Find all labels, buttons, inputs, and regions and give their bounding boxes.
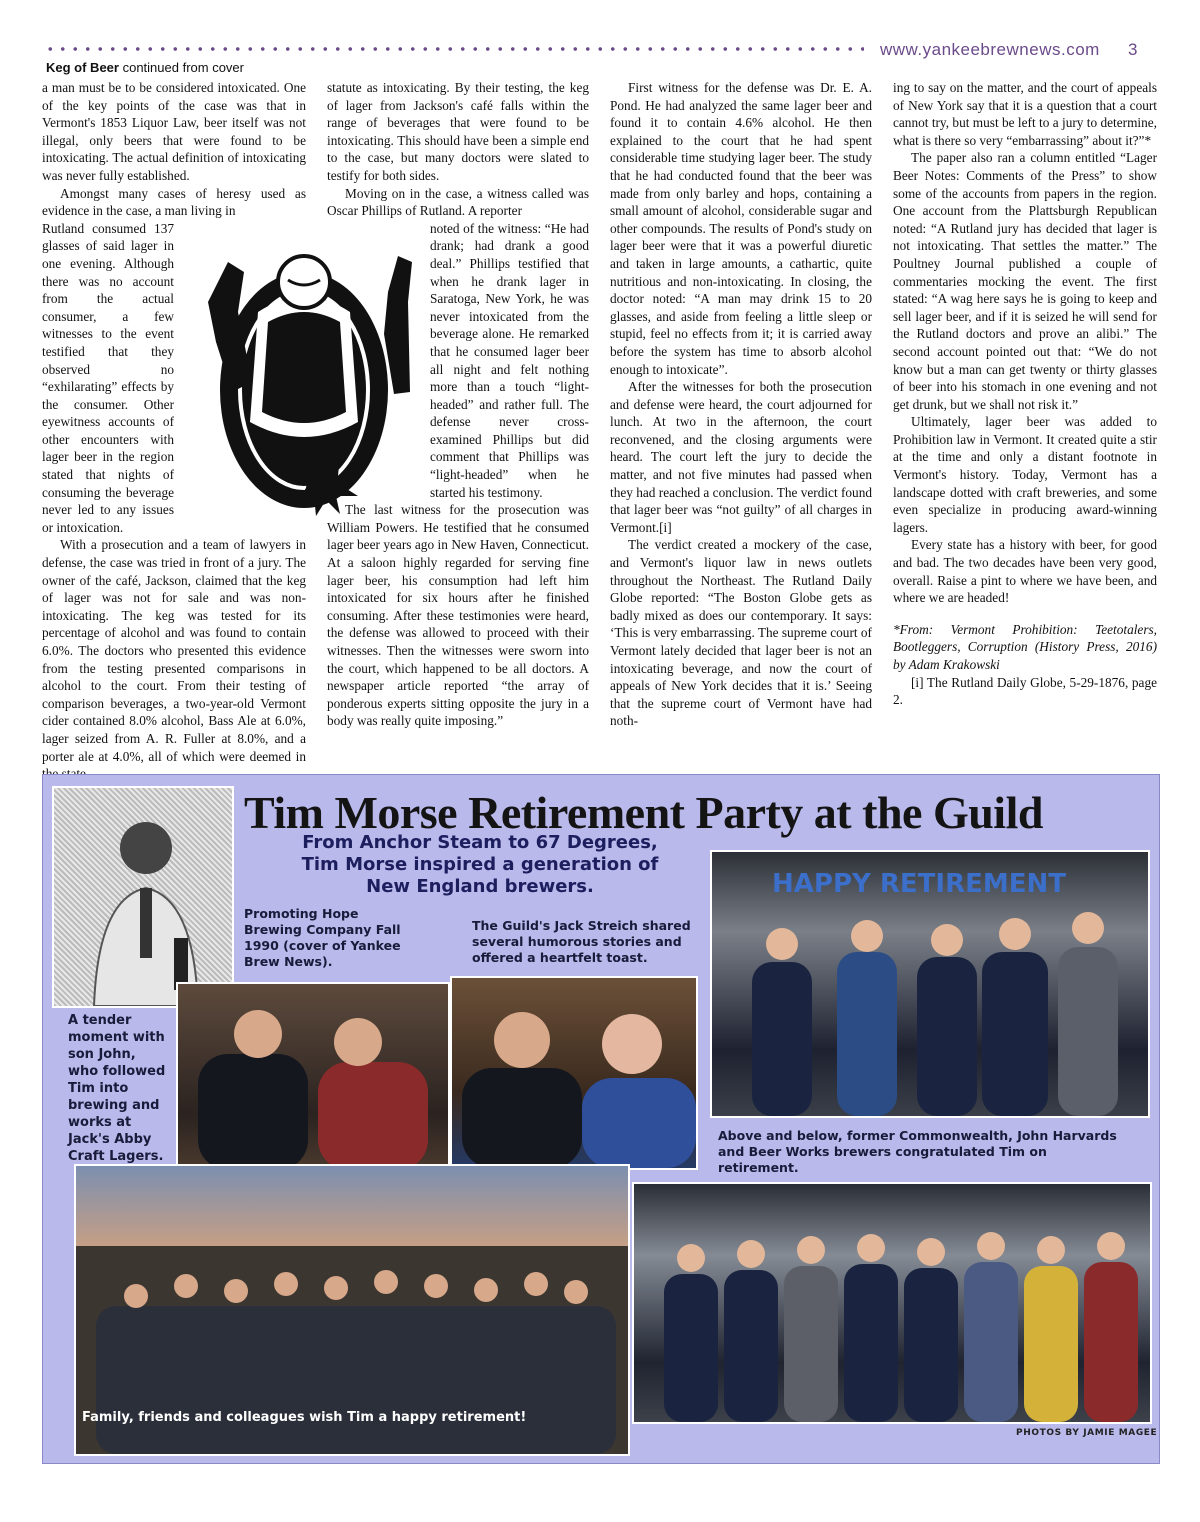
continued-line — [46, 60, 244, 75]
article-column-4 — [893, 79, 1157, 709]
photo-tim-1990 — [52, 786, 234, 1008]
paragraph: noted of the witness: “He had drank; had drank a good deal.” Phillips testified that when he drank lager in Saratoga, New York, he was never intoxicated from the beverage alone. He remarked that he consumed lager beer all night and felt nothing more than a touch “light-headed” and rather full. The defense never cross-examined Phillips but did comment that Phillips was “light-headed” when he started his testimony. — [430, 220, 589, 500]
caption-tender-moment: A tender moment with son John, who followed Tim into brewing and works at Jack's Abby Craft Lagers. — [68, 1013, 166, 1164]
photo-brewers-bottom — [632, 1182, 1152, 1424]
paragraph: The verdict created a mockery of the case, and Vermont's liquor law in news outlets throughout the Northeast. The Rutland Daily Globe reported: “The Boston Globe gets as badly mixed as does our contemporary. It says: ‘This is very embarrassing. The supreme court of Vermont lately decided that lager beer is not an intoxicating beverage, and now the court of appeals of New York decides that it is.’ Seeing that the supreme court of Vermont have had noth- — [610, 537, 872, 729]
continued-title: Keg of Beer — [46, 60, 119, 75]
footnote-source: *From: Vermont Prohibition: Teetotalers, Bootleggers, Corruption (History Press, 2016) by Adam Krakowski — [893, 621, 1157, 672]
paragraph: ing to say on the matter, and the court of appeals of New York say that it is a question that a court cannot try, but must be left to a jury to determine, what is there so very “embarrassing” about it?”* — [893, 80, 1157, 148]
photo-tim-and-son — [176, 982, 450, 1172]
paragraph: After the witnesses for both the prosecution and defense were heard, the court adjourned for lunch. At two in the afternoon, the court reconvened, and the closing arguments were heard. The court left the jury to decide the matter, and not five minutes had passed when they had reached a conclusion. The verdict found that lager beer was “not guilty” of all charges in Vermont.[i] — [610, 379, 872, 535]
article-column-1 — [42, 79, 306, 783]
feature-subtitle: From Anchor Steam to 67 Degrees, Tim Morse inspired a generation of New England brewers. — [301, 832, 659, 897]
paragraph: Amongst many cases of heresy used as evidence in the case, a man living in — [42, 185, 306, 219]
header-dot-rule — [44, 44, 864, 54]
paragraph: Ultimately, lager beer was added to Prohibition law in Vermont. It created quite a stir at the time and only a distant footnote in Vermont's history. Today, Vermont has a landscape dotted with craft breweries, and some even specialize in producing award-winning lagers. — [893, 414, 1157, 535]
continued-text: continued from cover — [122, 60, 244, 75]
paragraph: The last witness for the prosecution was William Powers. He testified that he consumed lager beer years ago in New Haven, Connecticut. At a saloon highly regarded for serving fine lager beer, his consumption had left him intoxicated for six hours after he finished consuming. After these testimonies were heard, the defense was allowed to proceed with their witnesses. Then the witnesses were sworn into the court, which happened to be all doctors. A newspaper article reported “the array of ponderous experts sitting opposite the jury in a body was really quite imposing.” — [327, 502, 589, 729]
photo-brewers-top — [710, 850, 1150, 1118]
caption-hope-brewing: Promoting Hope Brewing Company Fall 1990 (cover of Yankee Brew News). — [244, 906, 401, 969]
paragraph: Rutland consumed 137 glasses of said lager in one evening. Although there was no account from the actual consumer, a few witnesses to the event testified that they observed no “exhilarating” effects by the consumer. Other eyewitness accounts of other encounters with lager beer in the region stated that nights of consuming the beverage never led to any issues or intoxication. — [42, 220, 174, 535]
caption-family: Family, friends and colleagues wish Tim a happy retirement! — [82, 1410, 527, 1425]
feature-title: Tim Morse Retirement Party at the Guild — [244, 787, 1043, 838]
paragraph: First witness for the defense was Dr. E. A. Pond. He had analyzed the same lager beer and found it to contain 4.6% alcohol. He then explained to the court that he had spent considerable time studying lager beer. The study that he had conducted found that the beer was made from only barley and hops, containing a small amount of alcohol, considerable sugar and other compounds. The results of Pond's study on lager beer were that it was a powerful diuretic and taken in large amounts, a cathartic, quite nutritious and non-intoxicating. In closing, the doctor noted: “A man may drink 15 to 20 glasses, and aside from feeling a little sleep or stupid, feel no effects from it; it is carried away before the system has time to absorb alcohol enough to intoxicate”. — [610, 80, 872, 377]
paragraph: a man must be to be considered intoxicated. One of the key points of the case was that in Vermont's 1853 Liquor Law, beer itself was not illegal, only beers that were found to be intoxicating. The actual definition of intoxicating was never fully established. — [42, 80, 306, 183]
paragraph: With a prosecution and a team of lawyers in defense, the case was tried in front of a jury. The owner of the café, Jackson, claimed that the keg of lager was not for sale and was non-intoxicating. The keg was tested for its percentage of alcohol and was found to contain 6.0%. The doctors who presented this evidence from the testing presented comparisons in alcohol to the court. From their testing of comparison beverages, a two-year-old Vermont cider contained 8.0% alcohol, Bass Ale at 6.0%, lager seized from A. R. Fuller at 8.0%, and a porter ale at 4.0%, all of which were deemed in — [42, 537, 306, 764]
paragraph: The paper also ran a column entitled “Lager Beer Notes: Comments of the Press” to show some of the accounts from papers in the region. One account from the Plattsburgh Republican noted: “A Rutland jury has decided that lager is not intoxicating. That settles the matter.” The Poultney Journal published a couple of commentaries mocking the event. The first stated: “A wag here says he is going to keep and sell lager beer, and if it is seized he will send for the Rutland doctors and prove an alibi.” The second account pointed out that: “We do not know but a man can get twenty or thirty glasses of beer into his stomach in one evening and not get drunk, but we shall not risk it.” — [893, 150, 1157, 412]
photo-credit: PHOTOS BY JAMIE MAGEE — [1016, 1428, 1158, 1438]
banner-text: HAPPY RETIREMENT — [772, 869, 1066, 899]
footnote-reference: [i] The Rutland Daily Globe, 5-29-1876, page 2. — [893, 674, 1157, 708]
paragraph: statute as intoxicating. By their testing, the keg of lager from Jackson's café falls within the range of beverages that were found to be intoxicating. This should have been a simple end to the case, but many doctors were slated to testify for both sides. — [327, 80, 589, 183]
paragraph: Every state has a history with beer, for good and bad. The two decades have been very good, overall. Raise a pint to where we have been, and where we are headed! — [893, 537, 1157, 606]
paragraph: Moving on in the case, a witness called was Oscar Phillips of Rutland. A reporter — [327, 185, 589, 219]
page-number: 3 — [1128, 40, 1138, 59]
caption-jack-streich: The Guild's Jack Streich shared several humorous stories and offered a heartfelt toast. — [472, 918, 691, 965]
article-column-3 — [610, 79, 872, 730]
photo-jack-streich — [450, 976, 698, 1170]
caption-former-brewers: Above and below, former Commonwealth, John Harvards and Beer Works brewers congratulated Tim on retirement. — [718, 1128, 1117, 1175]
article-column-2 — [327, 79, 589, 730]
site-url[interactable]: www.yankeebrewnews.com — [880, 40, 1100, 59]
